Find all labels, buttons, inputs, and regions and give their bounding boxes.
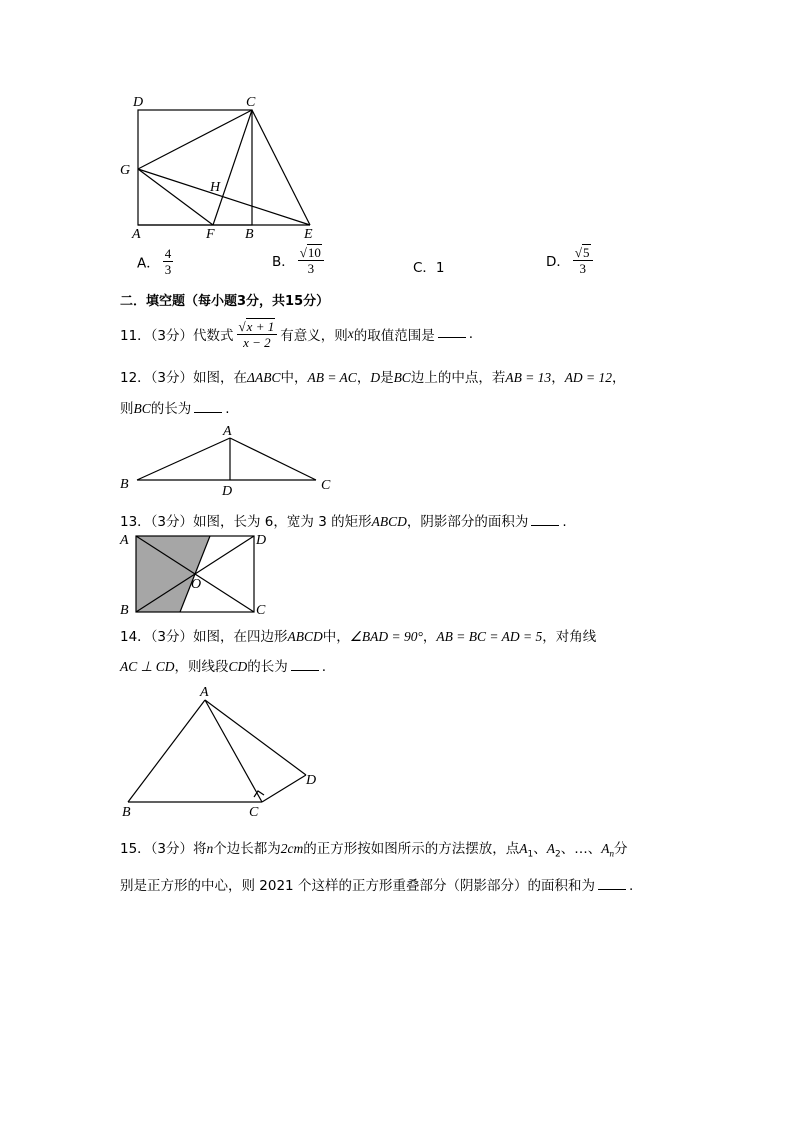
question-14-line1: 14．（3分）如图，在四边形ABCD中，∠BAD = 90°，AB = BC = AD = 5，对角线 [120,629,597,645]
label-D: D [222,484,233,499]
section-heading: 二．填空题（每小题3分，共15分） [120,294,330,309]
label-A: A [200,685,209,700]
label-A: A [132,227,141,242]
question-11: 11．（3分）代数式 $\frac{√x + 1}{x - 2}$ 有意义，则x的取值范围是 . [120,319,474,350]
label-E: E [304,227,313,242]
choice-d: D． $\frac{√5}{3}$ [546,244,596,276]
question-12-line2: 则BC的长为 . [120,401,230,417]
label-C: C [249,805,259,820]
label-O: O [191,577,202,592]
label-F: F [206,227,215,242]
label-B: B [245,227,254,242]
label-D: D [133,95,144,110]
choice-c: C．1 [413,260,445,276]
choice-a: A． $\frac{4}{3}$ [137,246,172,277]
question-15-line1: 15．（3分）将n个边长都为2cm的正方形按如图所示的方法摆放，点$A_1$、$A_2$、…、$A_n$分 [120,841,628,860]
question-13: 13．（3分）如图，长为 6，宽为 3 的矩形ABCD，阴影部分的面积为 . [120,514,567,530]
label-B: B [122,805,131,820]
label-C: C [246,95,256,110]
label-B: B [120,603,129,618]
label-B: B [120,477,129,492]
label-A: A [223,424,232,439]
label-C: C [256,603,266,618]
label-A: A [120,533,129,548]
question-15-line2: 别是正方形的中心，则 2021 个这样的正方形重叠部分（阴影部分）的面积和为 . [120,878,634,894]
choice-b: B． $\frac{√10}{3}$ [272,244,327,276]
label-H: H [210,180,221,195]
question-14-line2: AC ⊥ CD，则线段CD的长为 . [120,659,327,675]
question-12-line1: 12．（3分）如图，在ΔABC中，AB = AC，D是BC边上的中点，若AB = 13，AD = 12， [120,370,626,386]
label-D: D [306,773,317,788]
label-C: C [321,478,331,493]
label-G: G [120,163,131,178]
label-D: D [256,533,267,548]
